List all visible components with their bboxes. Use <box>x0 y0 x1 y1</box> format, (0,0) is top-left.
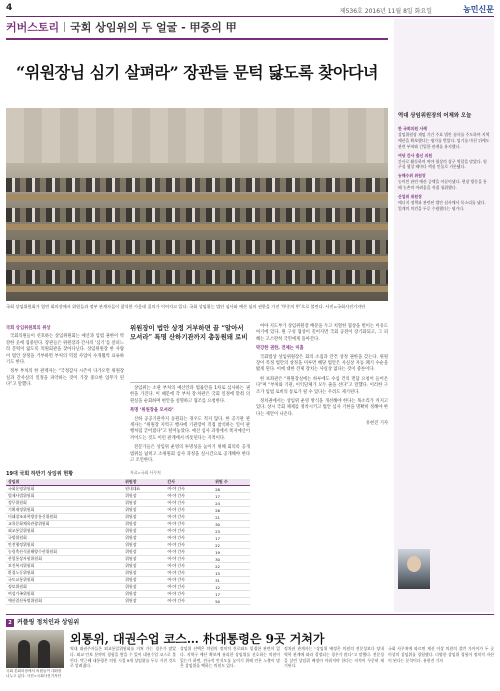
table-row <box>6 521 250 528</box>
photo-row <box>6 178 388 192</box>
issue-meta <box>340 6 432 15</box>
photo-desk <box>6 194 388 200</box>
table-cell: 여·야 간사 <box>165 486 213 493</box>
table-cell: 50 <box>213 598 250 605</box>
table-cell: 위원장 <box>123 528 165 535</box>
edition: 제536호 <box>339 8 363 15</box>
committee-table <box>6 479 250 605</box>
table-body <box>6 486 250 605</box>
table-cell: 여·야 간사 <box>165 535 213 542</box>
table-cell: 국회운영위원회 <box>6 486 123 493</box>
body-column-1 <box>6 324 124 464</box>
table-row <box>6 493 250 500</box>
table-cell: 위원장 <box>123 514 165 521</box>
photo-desk <box>6 286 388 292</box>
table-cell: 여·야 간사 <box>165 598 213 605</box>
table-cell: 위원장 <box>123 591 165 598</box>
table-cell: 위원장 <box>123 556 165 563</box>
section-divider <box>64 22 65 32</box>
table-title: 19대 국회 하반기 상임위 현황 <box>6 471 74 477</box>
table-cell: 17 <box>213 591 250 598</box>
table-cell: 여·야 간사 <box>165 563 213 570</box>
table-header: 위원장 <box>123 479 165 486</box>
table-cell: 17 <box>213 535 250 542</box>
table-cell: 28 <box>213 486 250 493</box>
byline: 유현진 기자 <box>365 421 388 427</box>
table-cell: 법제사법위원회 <box>6 493 123 500</box>
table-cell: 원내대표 <box>123 486 165 493</box>
table-cell: 21 <box>213 514 250 521</box>
table-cell: 위원장 <box>123 598 165 605</box>
paragraph: 상임위는 소관 부처의 예산안과 법률안을 1차로 심사하는 권한을 가진다. 이 때문에 각 부처 장·차관은 국회 일정에 맞춰 의원실을 순회하며 현안을 설명하고 협조를 요청한다. <box>130 386 250 404</box>
table-cell: 12 <box>213 584 250 591</box>
table-header: 위원 수 <box>213 479 250 486</box>
column-kicker: 국회 상임위원회의 위상 <box>6 326 51 331</box>
table-cell: 17 <box>213 493 250 500</box>
table-cell: 정보위원회 <box>6 584 123 591</box>
bottom-column: 역대 대권주자들은 외교통일위원회를 거쳐 가는 경우가 많았다. 외교 안보 분야의 경험을 쌓을 수 있어 대권수업 코스로 불린다. 박근혜 대통령은 의원 시절 9개 상임위를 두루 거친 것으로 알려졌다. <box>70 646 176 669</box>
table-cell: 위원장 <box>123 563 165 570</box>
table-cell: 여·야 간사 <box>165 570 213 577</box>
section-rule <box>6 38 388 40</box>
sidebar-item-text: 간사로 활동하며 여야 협상의 창구 역할을 맡았다. 원 구성 협상 때마다 핵심 인물로 거론됐다. <box>398 158 487 170</box>
table-row <box>6 507 250 514</box>
header-rule <box>6 16 494 17</box>
table-row <box>6 500 250 507</box>
table-cell: 여·야 간사 <box>165 591 213 598</box>
table-cell: 보건복지위원회 <box>6 563 123 570</box>
table-cell: 교육문화체육관광위원회 <box>6 521 123 528</box>
table-row <box>6 598 250 605</box>
table-row <box>6 549 250 556</box>
table-cell: 환경노동위원회 <box>6 570 123 577</box>
paragraph: 정부 부처의 한 관계자는 “국정감사 시즌이 다가오면 위원장실과 간사실의 일정을 파악하는 것이 가장 중요한 업무가 된다”고 말했다. <box>6 369 124 388</box>
sidebar-item-head: 여당 간사 출신 의원 <box>398 152 433 158</box>
column-kicker: 특명 ‘위원장을 모셔라’ <box>130 408 174 414</box>
table-cell: 여·야 간사 <box>165 500 213 507</box>
photo-row <box>6 270 388 284</box>
brand-logo: 농민신문 <box>463 5 494 14</box>
table-cell: 위원장 <box>123 584 165 591</box>
sidebar-item-head: 농해수위 위원장 <box>398 173 426 179</box>
bottom-photo-caption: 국회 본회의장에서 의원들이 대화를 나누고 있다. 사진=국회사진기자단 <box>6 669 62 678</box>
section-category: 커버스토리 <box>6 21 60 34</box>
table-cell: 산업통상자원위원회 <box>6 556 123 563</box>
table-row <box>6 528 250 535</box>
paragraph: 전문가들은 상임위 운영의 투명성을 높이기 위해 회의록 공개 범위를 넓히고 소위원회 심사 과정을 실시간으로 공개해야 한다고 조언한다. <box>130 445 250 464</box>
table-cell: 위원장 <box>123 577 165 584</box>
table-row <box>6 570 250 577</box>
table-row <box>6 556 250 563</box>
strip-badge: 2 <box>6 619 14 627</box>
issue-date: 2016년 11월 8일 화요일 <box>364 8 432 15</box>
page-header <box>6 3 494 15</box>
table-cell: 위원장 <box>123 500 165 507</box>
table-cell: 국방위원회 <box>6 535 123 542</box>
sidebar-item-text: 에너지 정책과 관련된 법안 심사에서 목소리를 냈다. 업계의 의견을 두루 수렴했다는 평가다. <box>398 199 486 211</box>
table-row <box>6 542 250 549</box>
table-cell: 여·야 간사 <box>165 507 213 514</box>
body-column-3 <box>256 324 388 609</box>
table-cell: 기획재정위원회 <box>6 507 123 514</box>
table-cell: 여·야 간사 <box>165 542 213 549</box>
column-kicker: 막강한 권한, 견제는 미흡 <box>256 346 304 352</box>
paragraph: 한 보좌관은 “위원장실에는 하루에도 수십 건의 면담 요청이 들어온다”며 “부처와 기관, 이익단체가 모두 줄을 선다”고 말했다. 이러한 구조가 입법 로비의 통로가 될 수 있다는 우려도 제기된다. <box>256 376 388 395</box>
bottom-column: 국회 사무처에 따르면 재선 이상 의원의 절반 가까이가 두 곳 이상의 상임위를 경험했다. 다양한 상임위 경험이 정치적 자산이 된다는 분석이다. 유현진 기자 <box>388 646 494 663</box>
portrait-face <box>407 556 421 572</box>
sidebar <box>394 19 494 612</box>
table-row <box>6 514 250 521</box>
table-cell: 22 <box>213 563 250 570</box>
photo-row <box>6 208 388 222</box>
table-cell: 위원장 <box>123 535 165 542</box>
table-cell: 31 <box>213 577 250 584</box>
sidebar-body <box>398 123 490 214</box>
table-cell: 국토교통위원회 <box>6 577 123 584</box>
table-cell: 위원장 <box>123 521 165 528</box>
sidebar-item-text: 상임위원장 재임 기간 주요 법안 심사를 주도하며 지역 예산을 확보했다는 평가를 받았다. 임기를 마친 뒤에도 관련 부처와 긴밀한 관계를 유지했다. <box>398 131 490 149</box>
table-cell: 안전행정위원회 <box>6 542 123 549</box>
table-cell: 여·야 간사 <box>165 584 213 591</box>
table-cell: 미래창조과학방송통신위원회 <box>6 514 123 521</box>
table-row <box>6 535 250 542</box>
paragraph: 정치권에서는 상임위 운영 방식을 개선해야 한다는 목소리가 커지고 있다. 상시 국회 체제를 정착시키고 법안 심사 기한을 명확히 정해야 한다는 제안이 나온다. <box>256 399 388 417</box>
photo-person <box>38 640 50 668</box>
section-heading <box>6 19 237 35</box>
table-cell: 26 <box>213 507 250 514</box>
table-cell: 여·야 간사 <box>165 528 213 535</box>
photo-person <box>18 640 30 668</box>
photo-row <box>6 240 388 254</box>
strip-title: 커플링 정치인과 상임위 <box>17 619 80 626</box>
table-header: 간사 <box>165 479 213 486</box>
bottom-rule <box>6 614 494 615</box>
table-cell: 15 <box>213 570 250 577</box>
table-cell: 정무위원회 <box>6 500 123 507</box>
section-subtitle: 국회 상임위의 두 얼굴 - 甲중의 甲 <box>70 21 237 34</box>
table-header: 상임위 <box>6 479 123 486</box>
photo-caption: 국회 상임위원회가 열린 회의장에서 위원들과 정부 관계자들이 참석한 가운데 질의가 이어지고 있다. 국회 상임위는 법안 심사와 예산 심의 권한을 가진 ‘甲중의 甲’으로 불린다. 사진=국회사진기자단 <box>6 304 366 309</box>
table-cell: 위원장 <box>123 507 165 514</box>
main-headline: “위원장님 심기 살펴라” 장관들 문턱 닳도록 찾아다녀 <box>16 63 378 82</box>
table-source: 자료=국회 사무처 <box>130 470 161 475</box>
bottom-column: 상임위 선택은 의원의 정치적 진로와도 밀접한 관련이 있다. 지역구 예산 확보에 유리한 상임위를 선호하는 의원이 있는가 하면, 전국적 인지도를 높이기 위해 언론 노출이 많은 상임위를 택하는 의원도 있다. <box>180 646 280 669</box>
photo-desk <box>6 224 388 230</box>
table-cell: 위원장 <box>123 542 165 549</box>
sidebar-item-head: 산업위 위원장 <box>398 194 422 200</box>
table-row <box>6 563 250 570</box>
table-row <box>6 591 250 598</box>
bottom-strip <box>6 617 79 627</box>
table-cell: 예산결산특별위원회 <box>6 598 123 605</box>
table-cell: 여·야 간사 <box>165 521 213 528</box>
table-row <box>6 486 250 493</box>
bottom-headline: 외통위, 대권수업 코스… 朴대통령은 9곳 거쳐가 <box>70 632 325 646</box>
table-cell: 30 <box>213 521 250 528</box>
sidebar-portrait <box>398 549 430 589</box>
paragraph: 산하 공공기관까지 동원되는 경우도 적지 않다. 한 공기관 관계자는 “위원장 지역구 행사에 기관장이 직접 참석하는 일이 관행처럼 굳어졌다”고 털어놓았다. 예산 심사 과정에서 쪽지예산이 끼어드는 것도 이런 관계에서 비롯된다는 지적이다. <box>130 416 250 441</box>
main-photo <box>6 108 388 301</box>
sidebar-title: 역대 상임위원장의 어제와 오늘 <box>398 113 472 119</box>
photo-desk <box>6 256 388 262</box>
table-cell: 위원장 <box>123 549 165 556</box>
paragraph: 국회의원들이 선호하는 상임위원회는 예산과 입법 권한이 막강한 곳에 집중된다. 장관들은 위원장과 간사의 ‘심기’를 살피느라 문턱이 닳도록 의원회관을 찾아다닌다. 상임위원장 한 사람이 법안 상정을 거부하면 부처의 역점 사업이 수개월씩 표류하기도 한다. <box>6 334 124 366</box>
table-cell: 여·야 간사 <box>165 549 213 556</box>
table-cell: 농림축산식품해양수산위원회 <box>6 549 123 556</box>
table-cell: 위원장 <box>123 493 165 500</box>
paragraph: 여야 지도부가 상임위원장 배분을 두고 치열한 협상을 벌이는 이유도 여기에 있다. 원 구성 협상이 길어지면 국회 공전이 장기화되고, 그 피해는 고스란히 국민에게 돌아간다. <box>256 324 388 342</box>
sidebar-item-text: 농어민 관련 예산 증액을 이끌어냈다. 현장 방문을 통해 농촌의 어려움을 직접 청취했다. <box>398 179 487 191</box>
pull-quote: 위원장이 법안 상정 거부하면 끝 “알아서 모셔라” 특명 산하기관까지 총동원돼 로비 <box>130 324 250 383</box>
table-cell: 19 <box>213 549 250 556</box>
sidebar-item-head: 한 국회의원 사례 <box>398 126 428 131</box>
table-cell: 30 <box>213 556 250 563</box>
table-cell: 22 <box>213 542 250 549</box>
table-cell: 23 <box>213 528 250 535</box>
page-number: 4 <box>6 3 13 13</box>
table-cell: 외교통일위원회 <box>6 528 123 535</box>
table-cell: 위원장 <box>123 570 165 577</box>
table-row <box>6 577 250 584</box>
bottom-photo <box>6 630 64 668</box>
bottom-column: 정치권 관계자는 “상임위 배정은 의원의 전문성보다 당내 역학 관계에 따라 결정되는 경우가 많다”고 말했다. 전문성을 살린 상임위 배정이 이뤄져야 한다는 지적이 꾸준히 제기된다. <box>284 646 384 669</box>
table-cell: 여·야 간사 <box>165 514 213 521</box>
table-cell: 여·야 간사 <box>165 493 213 500</box>
photo-wall <box>6 108 388 163</box>
table-cell: 24 <box>213 500 250 507</box>
table-cell: 여·야 간사 <box>165 556 213 563</box>
table-row <box>6 584 250 591</box>
paragraph: 국회법상 상임위원장은 회의 소집과 안건 상정 권한을 갖는다. 위원장이 특정 법안의 상정을 미루면 해당 법안은 사실상 자동 폐기 수순을 밟게 된다. 이에 대한 견제 장치는 사실상 없다는 것이 중론이다. <box>256 354 388 373</box>
table-cell: 여·야 간사 <box>165 577 213 584</box>
table-cell: 여성가족위원회 <box>6 591 123 598</box>
